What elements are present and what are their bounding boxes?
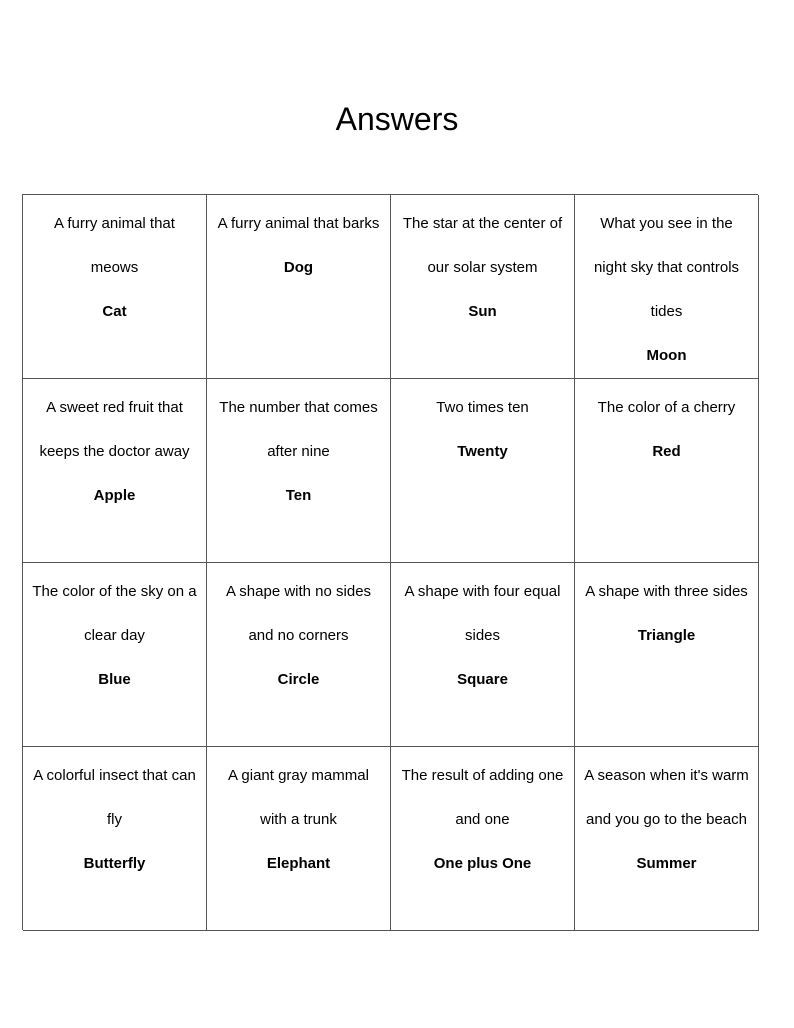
grid-cell [575,379,759,563]
cell-answer: Twenty [457,443,508,460]
cell-answer: Ten [285,487,312,504]
grid-cell [207,379,391,563]
cell-clue: A furry animal that barks [217,215,380,232]
grid-cell [575,747,759,931]
cell-clue: Two times ten [436,399,529,416]
cell-answer: Cat [102,303,127,320]
cell-clue: A sweet red fruit that keeps the doctor away [39,399,190,460]
cell-answer: Elephant [266,855,331,872]
grid-cell [207,563,391,747]
cell-clue: What you see in the night sky that controls tides [593,215,740,320]
cell-answer: Dog [283,259,314,276]
grid-cell [391,379,575,563]
cell-clue: A shape with four equal sides [404,583,561,644]
cell-answer: Square [457,671,508,688]
cell-answer: Moon [646,347,687,364]
cell-answer: Butterfly [83,855,146,872]
cell-clue: A shape with no sides and no corners [225,583,372,644]
cell-answer: One plus One [433,855,532,872]
cell-answer: Red [652,443,681,460]
grid-cell [391,747,575,931]
cell-answer: Circle [277,671,320,688]
grid-cell [391,563,575,747]
cell-clue: The result of adding one and one [401,767,564,828]
cell-answer: Blue [98,671,131,688]
grid-cell [575,195,759,379]
grid-cell [23,747,207,931]
grid-cell [391,195,575,379]
grid-cell [207,195,391,379]
grid-cell [575,563,759,747]
cell-clue: A colorful insect that can fly [33,767,196,828]
grid-cell [207,747,391,931]
grid-cell [23,195,207,379]
grid-cell [23,563,207,747]
cell-clue: The color of the sky on a clear day [32,583,197,644]
cell-answer: Triangle [637,627,696,644]
cell-clue: A furry animal that meows [54,215,175,276]
page-title: Answers [335,101,459,137]
cell-answer: Sun [468,303,497,320]
cell-clue: A season when it's warm and you go to the beach [584,767,749,828]
cell-clue: The color of a cherry [597,399,736,416]
cell-clue: A shape with three sides [585,583,748,600]
cell-answer: Summer [636,855,697,872]
cell-answer: Apple [93,487,136,504]
cell-clue: The number that comes after nine [219,399,378,460]
answer-grid [22,194,758,930]
cell-clue: The star at the center of our solar system [402,215,563,276]
grid-cell [23,379,207,563]
cell-clue: A giant gray mammal with a trunk [228,767,369,828]
